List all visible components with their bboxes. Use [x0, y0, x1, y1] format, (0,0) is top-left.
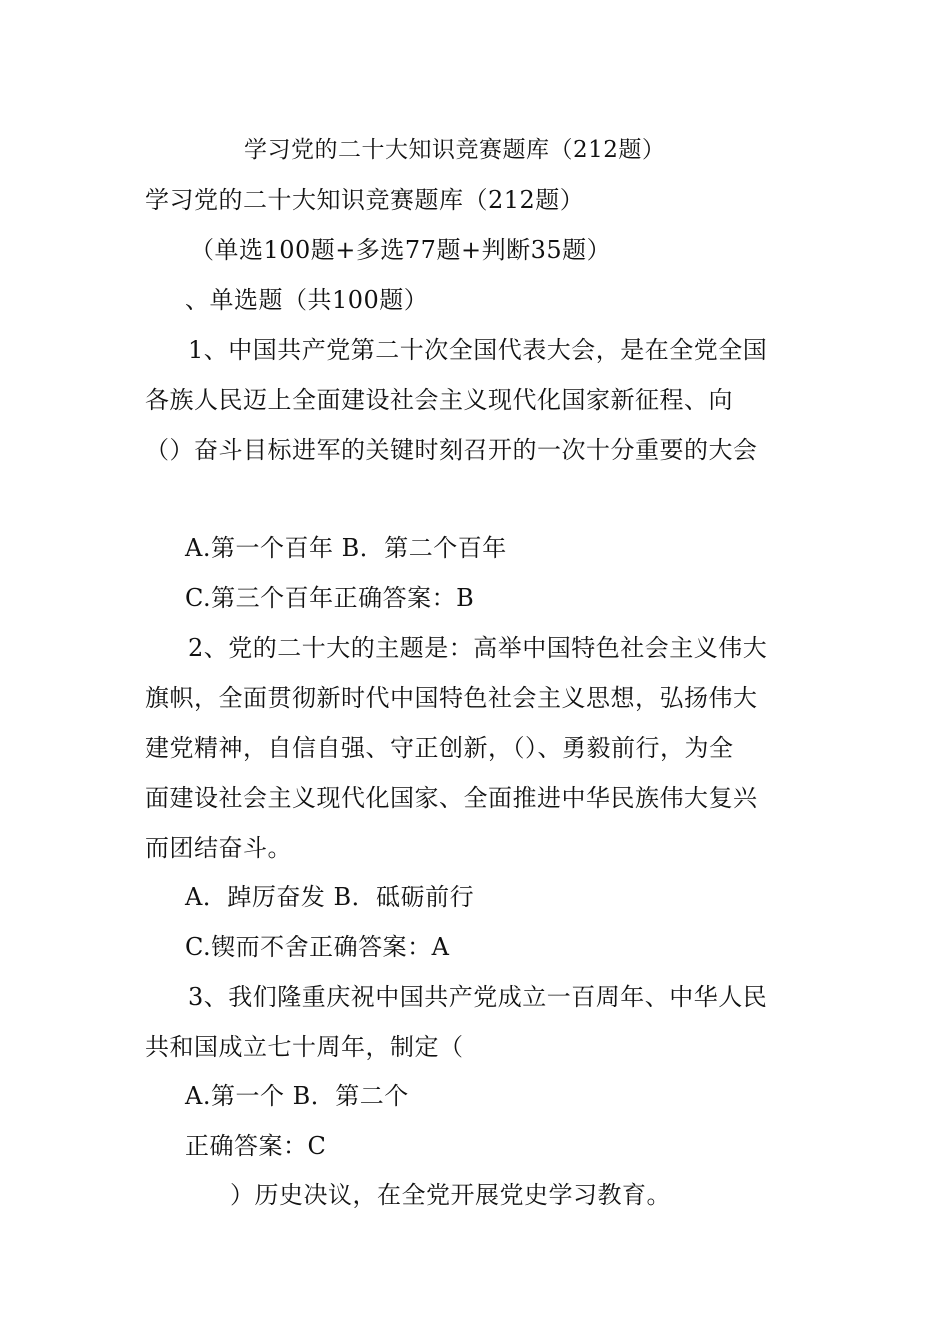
- q3-options-ab: A.第一个 B．第二个: [185, 1082, 409, 1110]
- q2-line-2: 旗帜，全面贯彻新时代中国特色社会主义思想，弘扬伟大: [145, 684, 758, 712]
- q3-line-2: 共和国成立七十周年，制定（: [145, 1033, 464, 1061]
- q3-answer: 正确答案：C: [185, 1132, 327, 1160]
- q2-line-4: 面建设社会主义现代化国家、全面推进中华民族伟大复兴: [145, 784, 758, 812]
- q2-options-ab: A．踔厉奋发 B．砥砺前行: [185, 883, 475, 911]
- q2-option-c-answer: C.锲而不舍正确答案：A: [185, 933, 450, 961]
- q1-line-3: （）奋斗目标进军的关键时刻召开的一次十分重要的大会: [145, 436, 758, 464]
- q2-line-5: 而团结奋斗。: [145, 834, 292, 862]
- q1-line-1: 1、中国共产党第二十次全国代表大会，是在全党全国: [188, 336, 768, 364]
- document-title: 学习党的二十大知识竞赛题库（212题）: [244, 137, 666, 163]
- q1-line-2: 各族人民迈上全面建设社会主义现代化国家新征程、向: [145, 386, 733, 414]
- q3-continuation: ）历史决议，在全党开展党史学习教育。: [230, 1181, 671, 1209]
- q2-line-3: 建党精神，自信自强、守正创新，（）、勇毅前行，为全: [145, 734, 734, 762]
- question-composition: （单选100题+多选77题+判断35题）: [190, 236, 612, 264]
- q3-line-1: 3、我们隆重庆祝中国共产党成立一百周年、中华人民: [188, 983, 768, 1011]
- q2-line-1: 2、党的二十大的主题是：高举中国特色社会主义伟大: [188, 634, 768, 662]
- document-subtitle: 学习党的二十大知识竞赛题库（212题）: [145, 186, 585, 214]
- q1-option-c-answer: C.第三个百年正确答案：B: [185, 584, 475, 612]
- section-heading: 、单选题（共100题）: [185, 286, 429, 314]
- q1-options-ab: A.第一个百年 B．第二个百年: [185, 534, 507, 562]
